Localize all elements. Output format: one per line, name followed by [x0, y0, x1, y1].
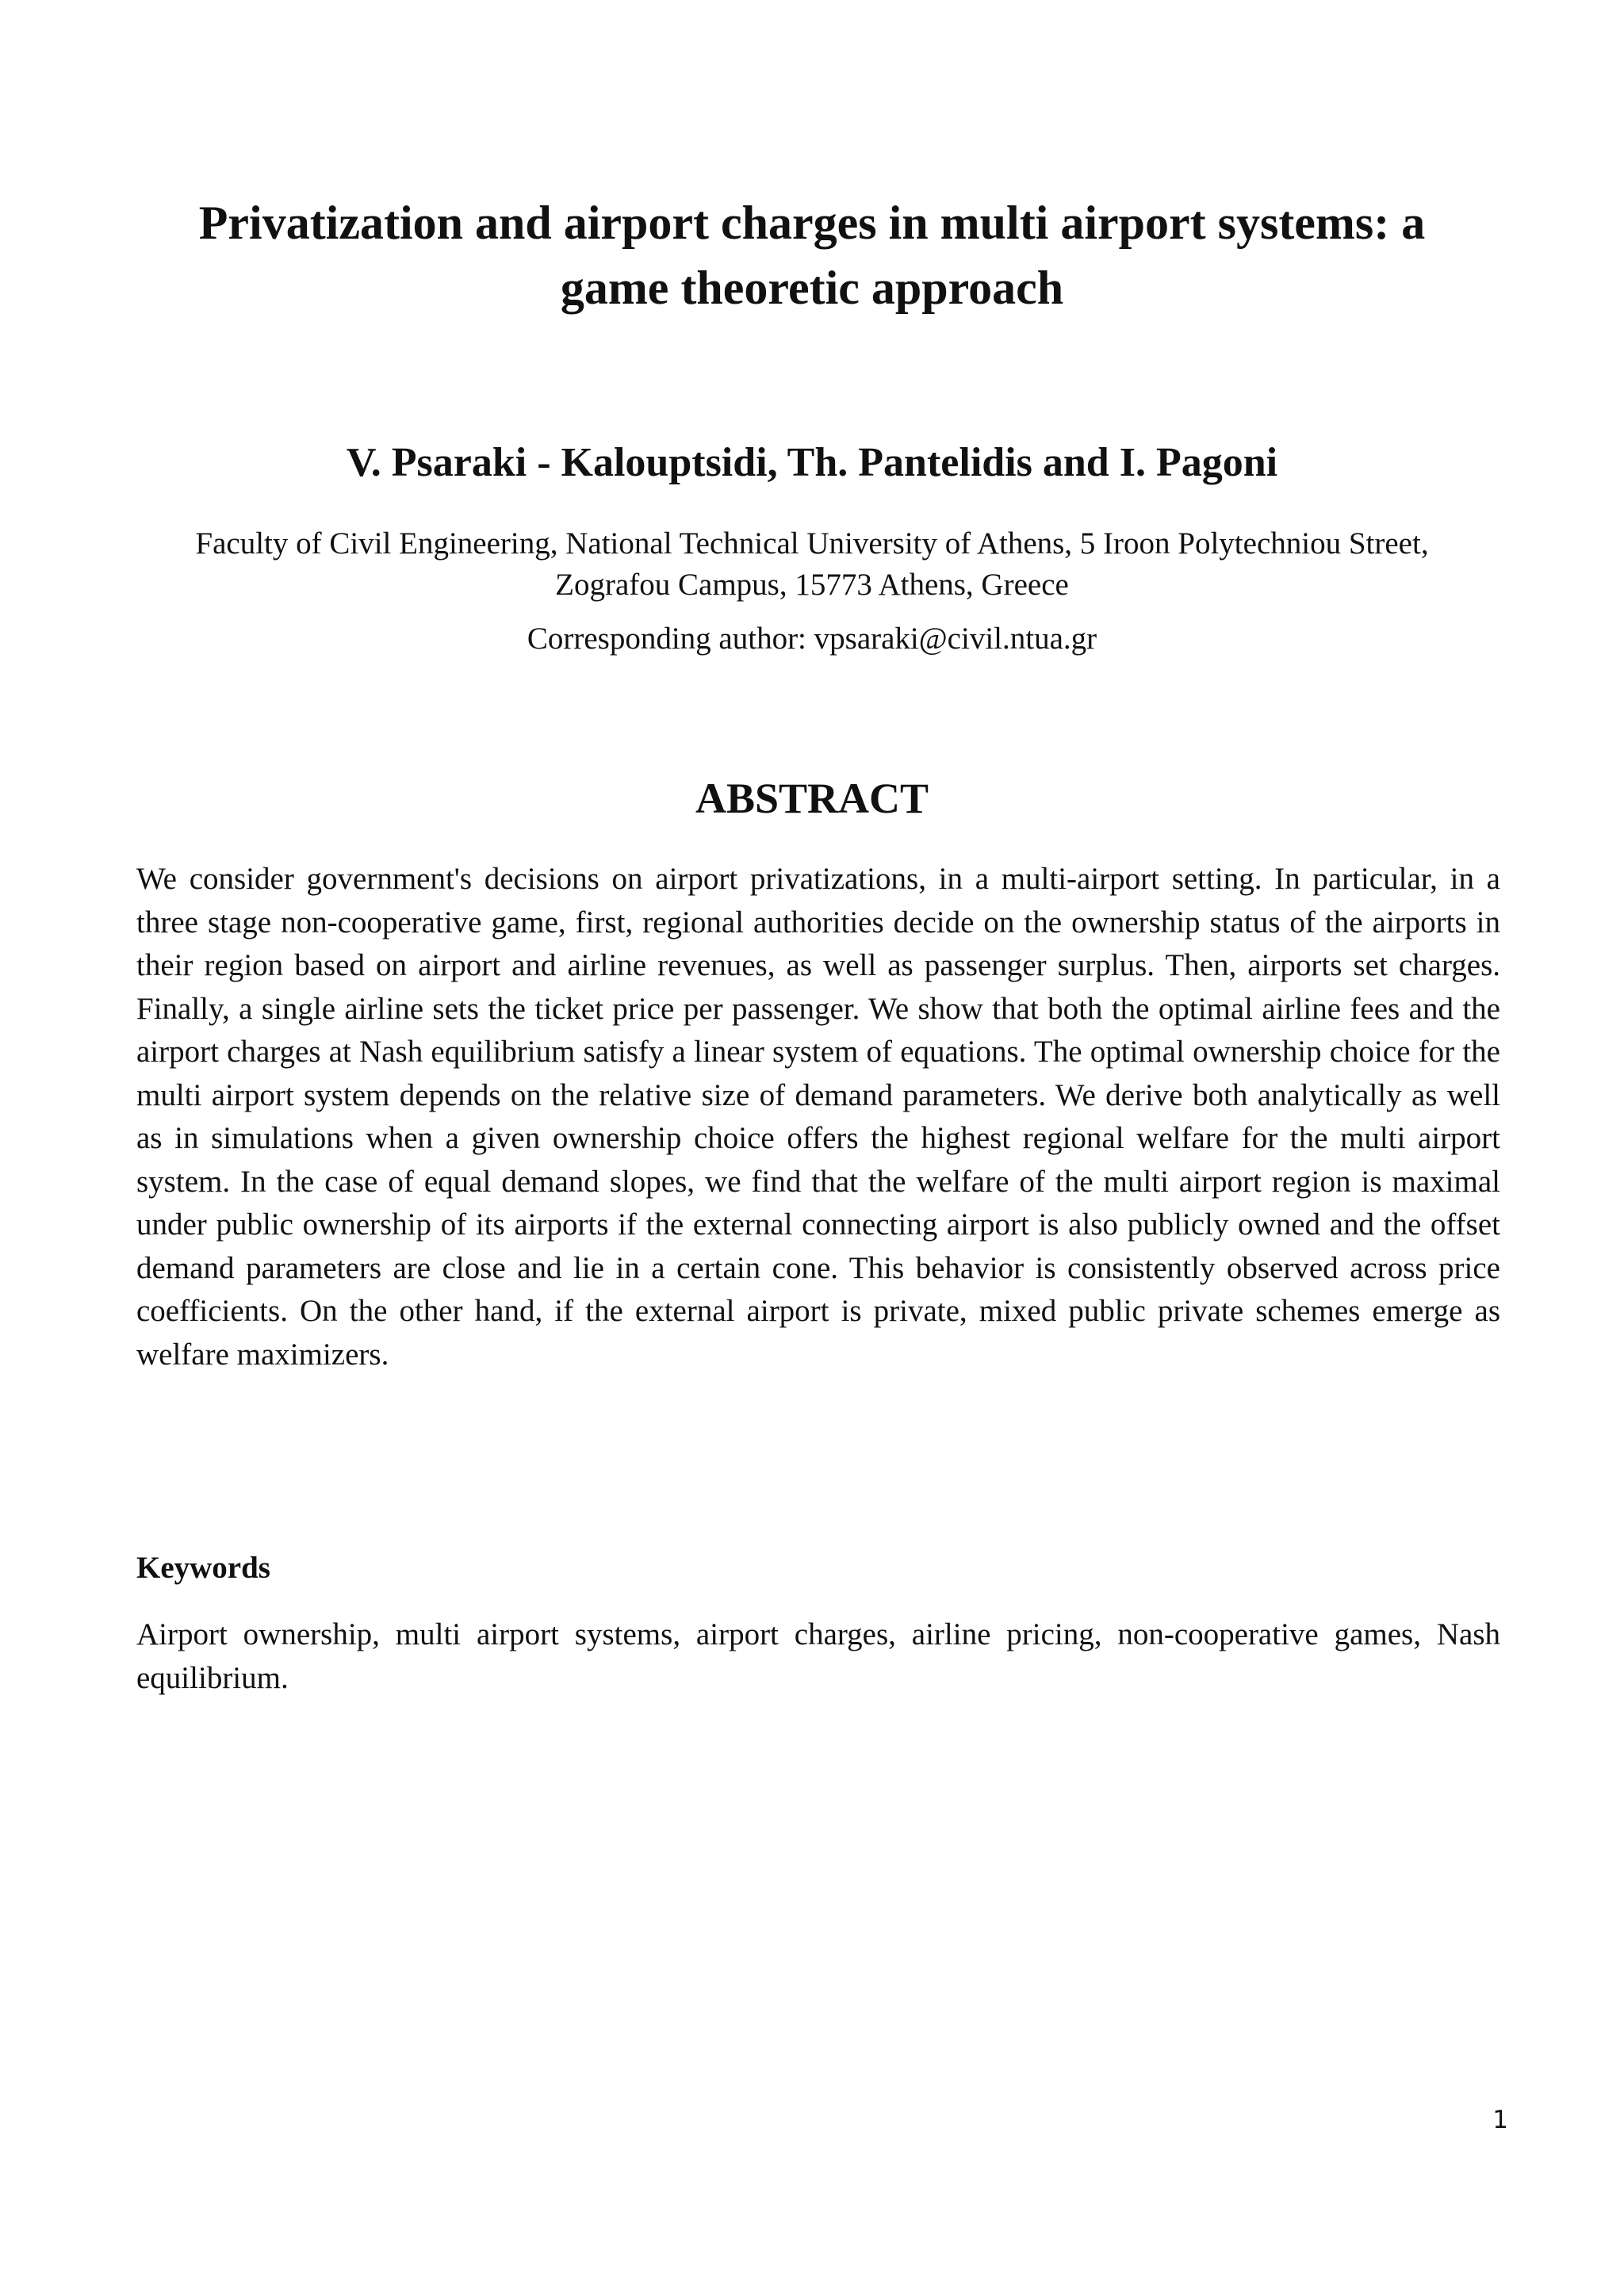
paper-title: Privatization and airport charges in multi airport systems: a game theoretic approach: [198, 197, 1426, 314]
keywords-heading: Keywords: [136, 1551, 270, 1585]
page-number: 1: [1492, 2106, 1508, 2134]
abstract-text: We consider government's decisions on airport privatizations, in a multi-airport setting. In particular, in a three stage non-cooperative game, first, regional authorities decide on the ownership status of the airports in their region based on airport and airline revenues, as well as passenger surplus. Then, airports set charges. Finally, a single airline sets the ticket price per passenger. We show that both the optimal airline fees and the airport charges at Nash equilibrium satisfy a linear system of equations. The optimal ownership choice for the multi airport system depends on the relative size of demand parameters. We derive both analytically as well as in simulations when a given ownership choice offers the highest regional welfare for the multi airport system. In the case of equal demand slopes, we find that the welfare of the multi airport region is maximal under public ownership of its airports if the external connecting airport is also publicly owned and the offset demand parameters are close and lie in a certain cone. This behavior is consistently observed across price coefficients. On the other hand, if the external airport is private, mixed public private schemes emerge as welfare maximizers.: [136, 862, 1500, 1372]
abstract-heading: ABSTRACT: [695, 775, 929, 822]
author-affiliation: Faculty of Civil Engineering, National Technical University of Athens, 5 Iroon Polytechniou Street, Zografou Campus, 15773 Athens, Greece: [195, 526, 1429, 602]
author-list: V. Psaraki - Kalouptsidi, Th. Pantelidis and I. Pagoni: [346, 440, 1278, 485]
keywords-text: Airport ownership, multi airport systems, airport charges, airline pricing, non-cooperative games, Nash equilibrium.: [136, 1617, 1500, 1695]
corresponding-author: Corresponding author: vpsaraki@civil.ntua.gr: [527, 622, 1097, 656]
